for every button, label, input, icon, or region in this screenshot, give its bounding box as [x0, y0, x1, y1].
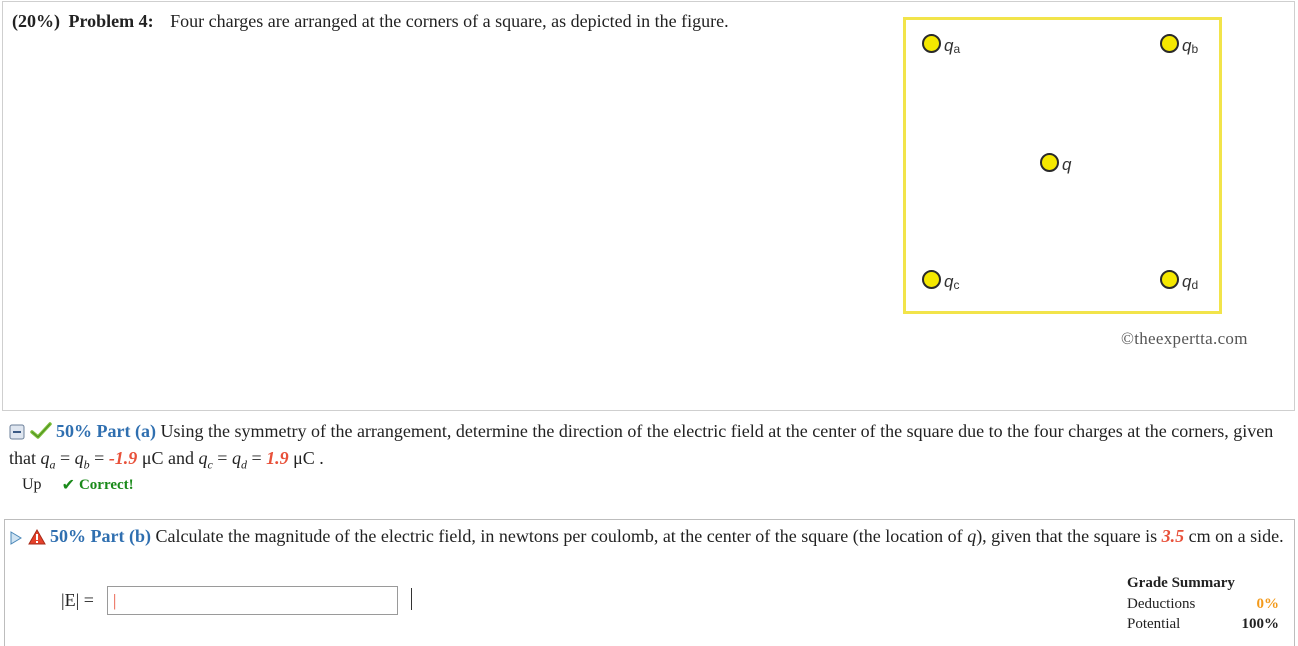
problem-title: Problem 4: — [68, 11, 154, 31]
part-a-end: . — [319, 448, 324, 468]
text-cursor — [411, 588, 412, 610]
potential-value: 100% — [1241, 616, 1279, 632]
deductions-label: Deductions — [1127, 596, 1196, 612]
problem-weight: (20%) — [12, 11, 60, 31]
part-b-question — [9, 525, 1289, 551]
potential-label: Potential — [1127, 616, 1181, 632]
part-a-question: 50% Part (a) Using the symmetry of the arrangement, determine the direction of the electric field at the center of the square due to the four charges at the corners, given that $q_a = q_b = -1.9$ μC and $q_c = q_d = 1.9$ μC . — [9, 421, 1274, 472]
grade-summary — [1127, 575, 1279, 633]
correct-check-icon: ✔ — [61, 477, 75, 494]
charge-dot — [922, 34, 941, 53]
charge-qd — [1160, 270, 1198, 292]
problem-statement — [12, 11, 729, 32]
potential-row — [1127, 616, 1279, 633]
part-a-and: and — [167, 448, 194, 468]
charge-qa — [922, 34, 960, 56]
part-b-q: q — [967, 526, 977, 546]
charge-q-center — [1040, 153, 1071, 175]
part-b-text-2: ), given that the square is — [976, 526, 1158, 546]
part-b-text-3: cm on a side. — [1188, 526, 1284, 546]
part-a-answer: Up — [22, 476, 42, 493]
answer-label: |E| = — [61, 590, 94, 610]
answer-input[interactable]: | — [107, 586, 398, 615]
figure-credit: ©theexpertta.com — [1121, 329, 1248, 348]
part-a-status — [22, 475, 134, 495]
part-a-unit-2: μC — [293, 448, 315, 468]
expand-arrow-icon[interactable] — [9, 528, 23, 551]
charge-qc — [922, 270, 959, 292]
problem-text: Four charges are arranged at the corners of a square, as depicted in the figure. — [170, 11, 729, 31]
part-a-title: 50% Part (a) — [56, 421, 156, 441]
part-b-text-1: Calculate the magnitude of the electric field, in newtons per coulomb, at the center of the square (the location of — [155, 526, 963, 546]
part-a-text: Using the symmetry of the arrangement, determine the direction of the electric field at the center of the square due to the four charges at the corners, given that — [9, 421, 1274, 468]
part-b-title: 50% Part (b) — [50, 526, 151, 546]
part-a-qcd-value: 1.9 — [266, 448, 289, 468]
charge-label-qa: $q_a$ — [944, 36, 961, 56]
part-a-qab-value: -1.9 — [108, 448, 138, 468]
charge-dot — [1160, 270, 1179, 289]
warning-icon — [28, 528, 46, 551]
charge-dot — [1160, 34, 1179, 53]
part-b-panel — [4, 519, 1295, 646]
correct-badge: Correct! — [78, 476, 134, 493]
charge-dot — [1040, 153, 1059, 172]
part-a-unit-1: μC — [141, 448, 164, 468]
charge-label-qd: $q_d$ — [1182, 272, 1199, 292]
charge-dot — [922, 270, 941, 289]
charge-square-figure — [903, 17, 1222, 314]
charge-label-q: q — [1062, 155, 1072, 174]
deductions-row — [1127, 596, 1279, 613]
checkmark-icon — [30, 422, 52, 446]
charge-label-qb: $q_b$ — [1182, 36, 1199, 56]
deductions-value: 0% — [1256, 596, 1279, 612]
collapse-icon[interactable] — [9, 422, 25, 446]
part-b-side-value: 3.5 — [1161, 526, 1185, 546]
charge-label-qc: $q_c$ — [944, 272, 960, 292]
charge-qb — [1160, 34, 1198, 56]
grade-summary-title: Grade Summary — [1127, 575, 1235, 591]
